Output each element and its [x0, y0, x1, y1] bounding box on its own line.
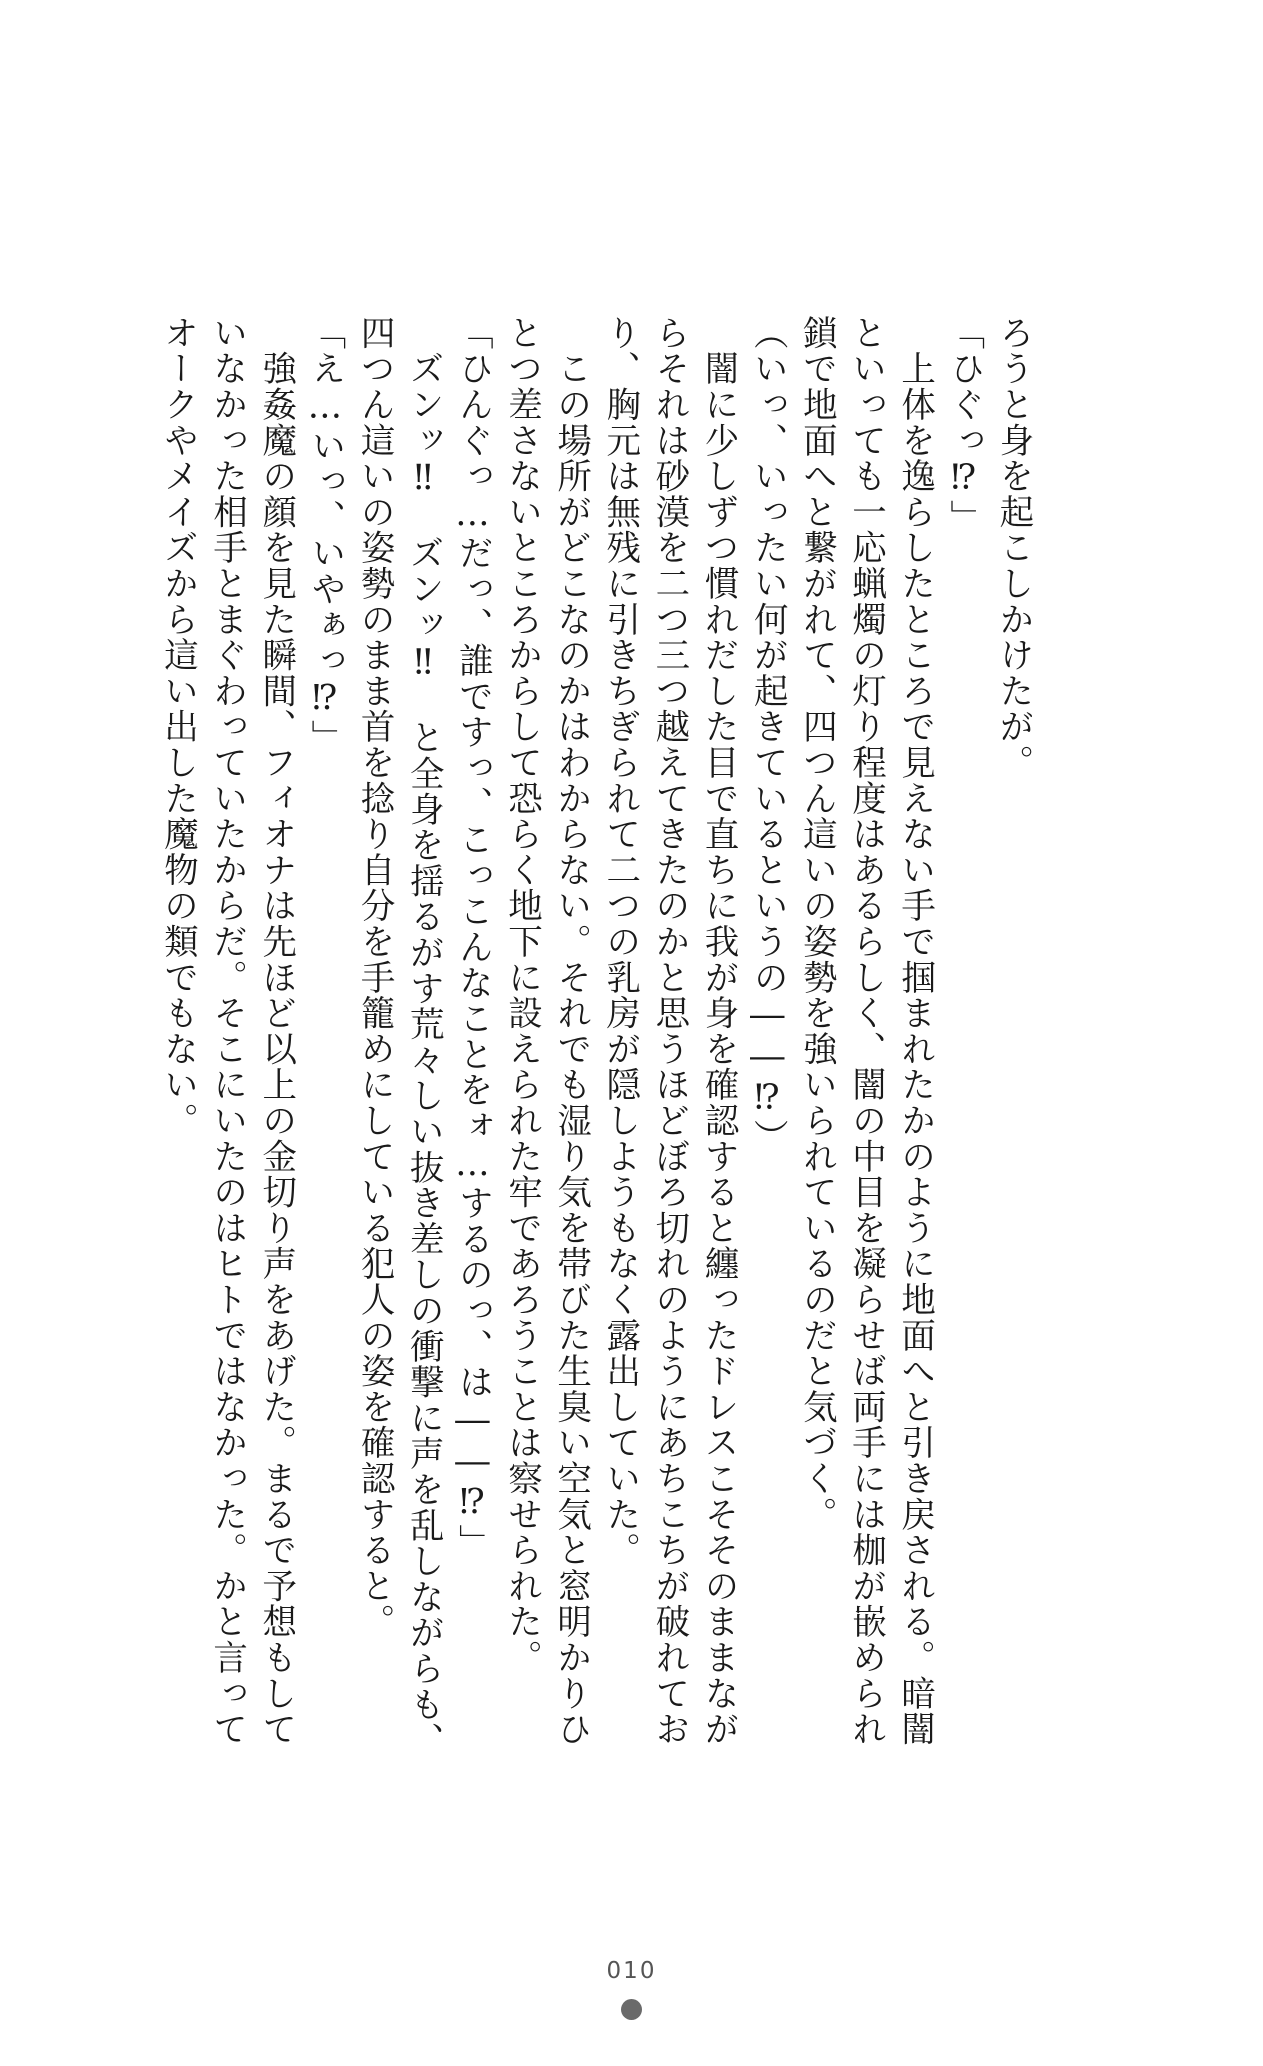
text-line: 「ひんぐっ…だっ、誰ですっ、こっこんなことをォ…するのっ、は――⁉」 [452, 315, 493, 1560]
text-line: 闇に少しずつ慣れだした目で直ちに我が身を確認すると纏ったドレスこそそのままなが [698, 315, 739, 1747]
text-line: といっても一応蝋燭の灯り程度はあるらしく、闇の中目を凝らせば両手には枷が嵌められ [845, 315, 886, 1747]
text-line: この場所がどこなのかはわからない。それでも湿り気を帯びた生臭い空気と窓明かりひ [550, 315, 591, 1747]
text-line: ズンッ‼ ズンッ‼ と全身を揺るがす荒々しい抜き差しの衝撃に声を乱しながらも、 [403, 315, 444, 1758]
text-line: 「ひぐっ⁉」 [943, 315, 984, 536]
text-line: り、胸元は無残に引きちぎられて二つの乳房が隠しようもなく露出していた。 [599, 315, 640, 1568]
vertical-text-body [157, 315, 1033, 1758]
text-line: 「え…いっ、いやぁっ⁉」 [304, 315, 345, 756]
page-number: 010 [606, 1958, 657, 1984]
text-line: 鎖で地面へと繋がれて、四つん這いの姿勢を強いられているのだと気づく。 [796, 315, 837, 1533]
text-line: とつ差さないところからして恐らく地下に設えられた牢であろうことは察せられた。 [501, 315, 542, 1676]
text-line: （いっ、いったい何が起きているというの――⁉） [747, 315, 788, 1155]
text-line: 強姦魔の顔を見た瞬間、フィオナは先ほど以上の金切り声をあげた。まるで予想もして [255, 315, 296, 1747]
text-line: らそれは砂漠を二つ三つ越えてきたのかと思うほどぼろ切れのようにあちこちが破れてお [648, 315, 689, 1747]
page-marker-dot [621, 1999, 642, 2020]
text-line: オークやメイズから這い出した魔物の類でもない。 [157, 315, 198, 1139]
text-line: いなかった相手とまぐわっていたからだ。そこにいたのはヒトではなかった。かと言って [206, 315, 247, 1747]
text-line: 四つん這いの姿勢のまま首を捻り自分を手籠めにしている犯人の姿を確認すると。 [354, 315, 395, 1640]
text-line: 上体を逸らしたところで見えない手で掴まれたかのように地面へと引き戻される。暗闇 [894, 315, 935, 1747]
text-line: ろうと身を起こしかけたが。 [992, 315, 1033, 781]
